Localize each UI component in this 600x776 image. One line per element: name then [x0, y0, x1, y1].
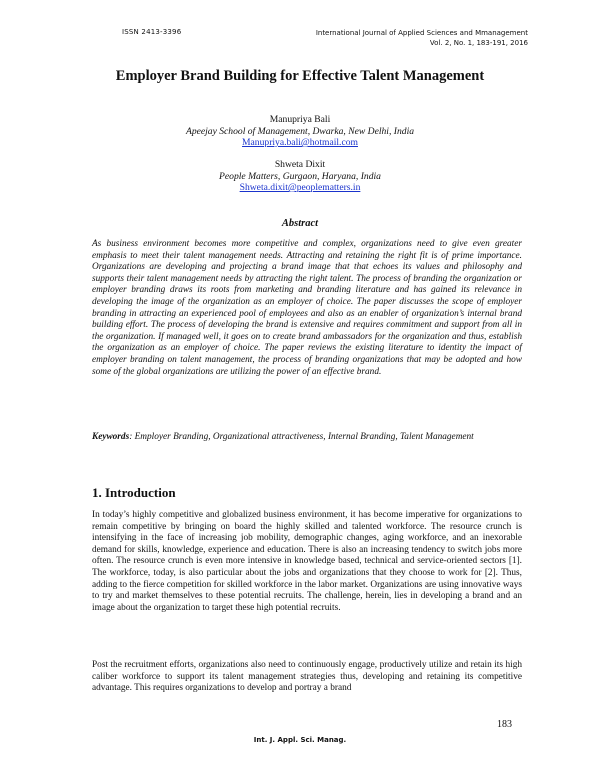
journal-name: International Journal of Applied Sciences and Mmanagement [315, 29, 528, 37]
section-heading: 1. Introduction [92, 485, 176, 500]
abstract-heading: Abstract [281, 218, 319, 229]
body-paragraph: Post the recruitment efforts, organizations also need to continuously engage, productively utilize and retain its high caliber workforce to support its talent management strategies thus, developing and retaining its competitive advantage. This requires organizations to develop and portray a brand [92, 660, 522, 694]
footer-journal-abbrev: Int. J. Appl. Sci. Manag. [253, 736, 347, 744]
abstract-text: As business environment becomes more competitive and complex, organizations need to give even greater emphasis to meet their talent management needs. Attracting and retaining the right fit is of prime importance. Organizations are developing and projecting a brand image that that echoes its values and philosophy and supports their talent management needs by attracting the right talent. The process of branding the organization or employer branding draws its roots from marketing and branding literature and has gained its relevance in developing the image of the organization as an employer of choice. The paper discusses the scope of employer branding in attracting an experienced pool of employees and also as an enabler of organization’s internal brand building effort. The process of developing the brand is extensive and requires commitment and support from all in the organization. If managed well, it goes on to create brand ambassadors for the organization and thus, establish the organization as an employer of choice. The paper reviews the existing literature to identity the impact of employer branding on talent management, the process of branding organizations that may be adopted and how some of the global organizations are utilizing the power of an effective brand. [92, 239, 522, 377]
body-paragraph: In today’s highly competitive and globalized business environment, it has become imperative for organizations to remain competitive by bringing on board the highly skilled and talented workforce. The resource crunch is intensifying in the face of increasing job mobility, demographic changes, aging workforce, and an inexorable demand for skills, knowledge, experience and education. There is also an increasing tendency to switch jobs more often. The resource crunch is even more intensive in knowledge based, technical and service-oriented sectors [1]. The workforce, today, is also particular about the jobs and organizations that they choose to work for [2]. Thus, adding to the fierce competition for skilled workforce in the labor market. Organizations are using innovative ways to try and market themselves to these potential recruits. The challenge, herein, lies in developing a brand and an image about the organization to target these high potential recruits. [92, 510, 522, 613]
journal-header [316, 28, 528, 48]
issn: ISSN 2413-3396 [122, 28, 182, 36]
keywords-label: Keywords [92, 432, 130, 442]
author-email-link[interactable]: Shweta.dixit@peoplematters.in [239, 182, 361, 193]
author-name: Shweta Dixit [274, 159, 326, 170]
author-affiliation: People Matters, Gurgaon, Haryana, India [219, 170, 381, 182]
paper-title: Employer Brand Building for Effective Talent Management [115, 68, 485, 84]
author-block-1 [0, 114, 600, 149]
author-name: Manupriya Bali [269, 114, 331, 125]
keywords [92, 432, 522, 444]
author-affiliation: Apeejay School of Management, Dwarka, New Delhi, India [185, 125, 415, 137]
page-number: 183 [497, 719, 512, 730]
author-block-2 [0, 159, 600, 194]
journal-volume: Vol. 2, No. 1, 183-191, 2016 [429, 39, 528, 47]
author-email-link[interactable]: Manupriya.bali@hotmail.com [242, 137, 358, 148]
keywords-text: : Employer Branding, Organizational attractiveness, Internal Branding, Talent Management [129, 432, 474, 442]
